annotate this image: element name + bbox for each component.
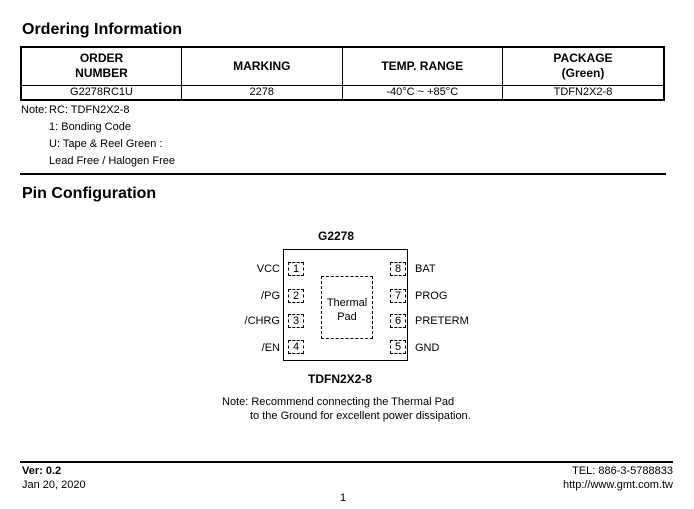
thermal-pad-label: Thermal (326, 297, 368, 309)
note-line: U: Tape & Reel Green : (49, 138, 163, 150)
pin-note-line: to the Ground for excellent power dissipation. (250, 410, 471, 422)
note-line: Lead Free / Halogen Free (49, 155, 175, 167)
pin-8-label: BAT (415, 263, 436, 275)
pin-1-label: VCC (256, 263, 280, 275)
pin-7-box: 7 (390, 289, 406, 303)
page-number: 1 (340, 492, 347, 504)
pin-6-box: 6 (390, 314, 406, 328)
header-package (502, 47, 664, 85)
header-line: (Green) (561, 66, 605, 81)
note-line: RC: TDFN2X2-8 (49, 104, 130, 116)
pin-4-label: /EN (261, 342, 280, 354)
pin-8-box: 8 (390, 262, 406, 276)
pin-2-box: 2 (288, 289, 304, 303)
pin-7-label: PROG (415, 290, 448, 302)
cell-marking: 2278 (182, 85, 343, 100)
header-line: TEMP. RANGE (381, 58, 464, 73)
pin-5-label: GND (415, 342, 440, 354)
pin-note-line: Note: Recommend connecting the Thermal Pad (222, 396, 455, 408)
cell-order-number: G2278RC1U (21, 85, 182, 100)
section-divider (20, 173, 666, 175)
note-line: 1: Bonding Code (49, 121, 131, 133)
header-temp-range (342, 47, 502, 85)
header-line: ORDER (79, 51, 124, 66)
website-link[interactable]: http://www.gmt.com.tw (562, 479, 673, 491)
ordering-note (21, 102, 175, 170)
pin-4-box: 4 (288, 340, 304, 354)
header-line: MARKING (233, 58, 291, 73)
pin-2-label: /PG (261, 290, 280, 302)
cell-package: TDFN2X2-8 (502, 85, 664, 100)
thermal-pad (321, 276, 373, 339)
pin-3-box: 3 (288, 314, 304, 328)
ordering-information-title: Ordering Information (22, 21, 182, 38)
pin-3-label: /CHRG (244, 315, 280, 327)
note-label: Note: (21, 104, 48, 116)
chip-name: G2278 (318, 229, 355, 243)
pin-note (222, 395, 471, 423)
pin-1-box: 1 (288, 262, 304, 276)
footer-divider (20, 461, 673, 463)
pin-5-box: 5 (390, 340, 406, 354)
package-label: TDFN2X2-8 (308, 372, 373, 386)
header-line: PACKAGE (553, 51, 613, 66)
header-marking (182, 47, 343, 85)
table-header-row (21, 47, 664, 85)
date: Jan 20, 2020 (22, 479, 86, 491)
ordering-table (20, 46, 665, 101)
telephone: TEL: 886-3-5788833 (572, 465, 673, 477)
table-row (21, 85, 664, 100)
header-line: NUMBER (75, 66, 128, 81)
cell-temp-range: -40°C ~ +85°C (342, 85, 502, 100)
version: Ver: 0.2 (22, 465, 62, 477)
pin-6-label: PRETERM (415, 315, 469, 327)
pin-configuration-title: Pin Configuration (22, 185, 157, 202)
header-order-number (21, 47, 182, 85)
thermal-pad-label: Pad (337, 311, 357, 323)
